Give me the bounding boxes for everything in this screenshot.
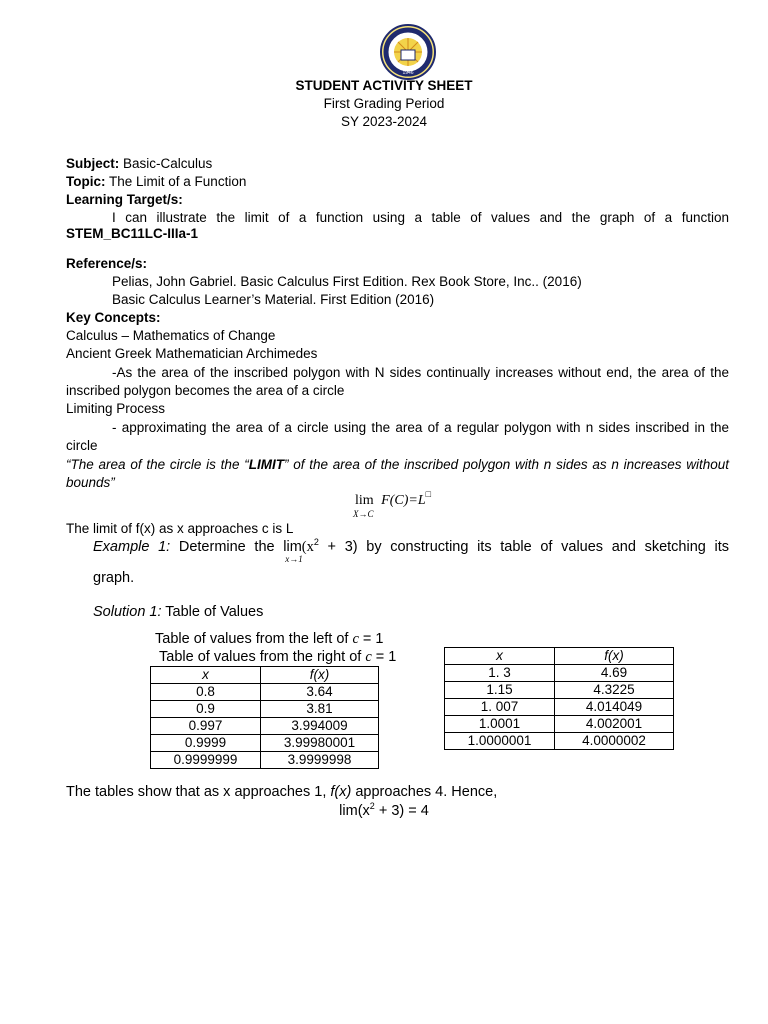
table-row bbox=[445, 733, 674, 750]
example-under: x→1 bbox=[285, 554, 303, 564]
table-row bbox=[151, 701, 379, 718]
table-cell: 4.0000002 bbox=[555, 733, 674, 750]
caption-value: = 1 bbox=[358, 631, 384, 647]
table-row bbox=[151, 684, 379, 701]
table-row bbox=[151, 718, 379, 735]
conclusion-result bbox=[0, 803, 768, 819]
caption-var: c bbox=[352, 631, 359, 647]
values-table-right bbox=[444, 647, 674, 750]
subject-line bbox=[66, 156, 212, 171]
key-concepts-label: Key Concepts: bbox=[66, 310, 161, 325]
result-close: + 3) = 4 bbox=[374, 803, 429, 819]
example-line2: graph. bbox=[93, 570, 135, 586]
table-header-row bbox=[151, 667, 379, 684]
caption-var: c bbox=[365, 649, 372, 665]
header-cell: x bbox=[151, 667, 261, 684]
topic-label: Topic: bbox=[66, 174, 106, 189]
table-cell: 1.0001 bbox=[445, 716, 555, 733]
conclusion-before: The tables show that as x approaches 1, bbox=[66, 784, 331, 800]
result-open: lim(x bbox=[339, 803, 370, 819]
limit-formula: lim F(C)=L□ bbox=[355, 489, 432, 508]
table-cell: 3.81 bbox=[261, 701, 379, 718]
conclusion-line bbox=[66, 784, 497, 800]
table-cell: 4.69 bbox=[555, 665, 674, 682]
table-row bbox=[445, 665, 674, 682]
table-cell: 3.99980001 bbox=[261, 735, 379, 752]
concept-paragraph: -As the area of the inscribed polygon with N sides continually increases without end, the area of the inscribed polygon becomes the area of a circle bbox=[66, 365, 729, 398]
quote-end: ” of the area of the inscribed polygon with n sides as n increases without bounds” bbox=[66, 457, 729, 490]
conclusion-fx: f(x) bbox=[330, 784, 352, 800]
sheet-title: STUDENT ACTIVITY SHEET bbox=[295, 78, 473, 93]
solution-label: Solution 1: bbox=[93, 604, 162, 620]
concept-paragraph: - approximating the area of a circle using the area of a regular polygon with n sides inscribed in the circle bbox=[66, 420, 729, 453]
example-lim: lim bbox=[283, 539, 302, 555]
learning-target-label: Learning Target/s: bbox=[66, 192, 183, 207]
table-cell: 3.994009 bbox=[261, 718, 379, 735]
table-caption-right bbox=[159, 649, 396, 666]
topic-value: The Limit of a Function bbox=[109, 174, 247, 189]
concept-line: Ancient Greek Mathematician Archimedes bbox=[66, 346, 318, 361]
table-row bbox=[445, 716, 674, 733]
table-row bbox=[445, 682, 674, 699]
table-cell: 0.997 bbox=[151, 718, 261, 735]
reference-item: Basic Calculus Learner’s Material. First Edition (2016) bbox=[112, 292, 435, 307]
limit-quote bbox=[66, 456, 729, 492]
table-caption-left bbox=[155, 631, 384, 648]
table-cell: 3.9999998 bbox=[261, 752, 379, 769]
caption-text: Table of values from the right of bbox=[159, 649, 366, 665]
references-label: Reference/s: bbox=[66, 256, 148, 271]
header-cell: f(x) bbox=[261, 667, 379, 684]
topic-line bbox=[66, 174, 246, 189]
solution-line bbox=[93, 604, 263, 620]
header-cell: f(x) bbox=[555, 648, 674, 665]
table-cell: 0.9999999 bbox=[151, 752, 261, 769]
caption-text: Table of values from the left of bbox=[155, 631, 353, 647]
table-cell: 1.0000001 bbox=[445, 733, 555, 750]
example-expr-open: (x bbox=[301, 539, 314, 555]
example-label: Example 1: bbox=[93, 539, 171, 555]
example-line bbox=[93, 537, 729, 564]
table-cell: 4.3225 bbox=[555, 682, 674, 699]
table-row bbox=[445, 699, 674, 716]
solution-text: Table of Values bbox=[161, 604, 264, 620]
formula-lim: lim bbox=[355, 493, 374, 508]
limit-statement: The limit of f(x) as x approaches c is L bbox=[66, 521, 294, 536]
logo-year: 1946 bbox=[402, 70, 414, 76]
conclusion-after: approaches 4. Hence, bbox=[351, 784, 498, 800]
example-exp: 2 bbox=[313, 537, 319, 547]
table-header-row bbox=[445, 648, 674, 665]
table-cell: 1. 007 bbox=[445, 699, 555, 716]
values-table-left bbox=[150, 666, 379, 769]
concept-line: Calculus – Mathematics of Change bbox=[66, 328, 276, 343]
concept-line: Limiting Process bbox=[66, 401, 166, 416]
table-cell: 1. 3 bbox=[445, 665, 555, 682]
learning-target-code: STEM_BC11LC-IIIa-1 bbox=[66, 226, 199, 241]
formula-under: X→C bbox=[353, 509, 374, 519]
example-expr-close: + 3) bbox=[318, 539, 358, 555]
formula-expr: F(C)=L bbox=[381, 493, 426, 508]
subject-value: Basic-Calculus bbox=[123, 156, 213, 171]
table-row bbox=[151, 735, 379, 752]
example-after: by constructing its table of values and sketching its bbox=[357, 539, 729, 555]
quote-bold: LIMIT bbox=[248, 457, 284, 472]
result-exp: 2 bbox=[369, 801, 375, 811]
quote-start: “The area of the circle is the “ bbox=[66, 457, 249, 472]
learning-target-text: I can illustrate the limit of a function using a table of values and the graph of a function bbox=[112, 210, 729, 225]
table-cell: 3.64 bbox=[261, 684, 379, 701]
table-cell: 4.014049 bbox=[555, 699, 674, 716]
table-cell: 1.15 bbox=[445, 682, 555, 699]
college-seal-logo bbox=[376, 24, 440, 80]
school-year: SY 2023-2024 bbox=[340, 114, 428, 129]
header-cell: x bbox=[445, 648, 555, 665]
example-before: Determine the bbox=[170, 539, 284, 555]
caption-value: = 1 bbox=[371, 649, 397, 665]
table-cell: 0.9 bbox=[151, 701, 261, 718]
table-row bbox=[151, 752, 379, 769]
grading-period: First Grading Period bbox=[323, 96, 445, 111]
table-cell: 0.9999 bbox=[151, 735, 261, 752]
table-cell: 4.002001 bbox=[555, 716, 674, 733]
table-cell: 0.8 bbox=[151, 684, 261, 701]
subject-label: Subject: bbox=[66, 156, 120, 171]
reference-item: Pelias, John Gabriel. Basic Calculus First Edition. Rex Book Store, Inc.. (2016) bbox=[112, 274, 582, 289]
